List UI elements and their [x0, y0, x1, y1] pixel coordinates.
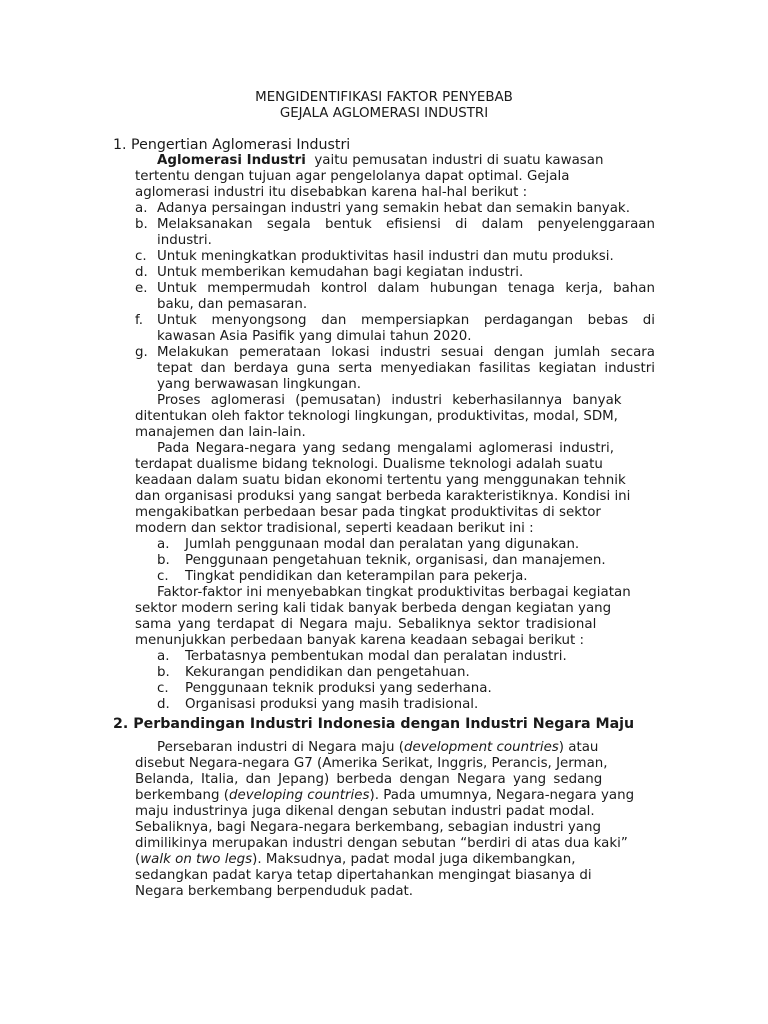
dualism-item-label: b.: [157, 553, 170, 568]
s2-line-5: maju industrinya juga dikenal dengan sebutan industri padat modal.: [135, 804, 595, 819]
section-2-paragraph: [135, 740, 655, 900]
s2-line-8: (walk on two legs). Maksudnya, padat modal juga dikembangkan,: [135, 852, 576, 867]
s2-line-1: Persebaran industri di Negara maju (development countries) atau: [157, 740, 599, 755]
cause-label: g.: [135, 345, 148, 360]
para4-line-1: Faktor-faktor ini menyebabkan tingkat produktivitas berbagai kegiatan: [157, 585, 631, 600]
cause-text: Melaksanakan segala bentuk efisiensi di dalam penyelenggaraan: [157, 217, 655, 232]
para3-line-6: modern dan sektor tradisional, seperti keadaan berikut ini :: [135, 521, 534, 536]
cause-text: Untuk meningkatkan produktivitas hasil industri dan mutu produksi.: [157, 249, 614, 264]
intro-bold-term: Aglomerasi Industri: [157, 153, 306, 168]
intro-line-2: tertentu dengan tujuan agar pengelolanya dapat optimal. Gejala: [135, 169, 570, 184]
s2-line-10: Negara berkembang berpenduduk padat.: [135, 884, 414, 899]
title-line-2: GEJALA AGLOMERASI INDUSTRI: [279, 106, 489, 121]
para2-line-1: Proses aglomerasi (pemusatan) industri keberhasilannya banyak: [157, 393, 622, 408]
traditional-item-label: c.: [157, 681, 169, 696]
cause-text: yang berwawasan lingkungan.: [157, 377, 362, 392]
cause-text: Untuk memberikan kemudahan bagi kegiatan industri.: [157, 265, 524, 280]
traditional-item-text: Penggunaan teknik produksi yang sederhana.: [185, 681, 492, 696]
para4-line-4: menunjukkan perbedaan banyak karena keadaan sebagai berikut :: [135, 633, 585, 648]
section-2-heading: 2. Perbandingan Industri Indonesia dengan Industri Negara Maju: [113, 716, 635, 732]
cause-label: b.: [135, 217, 148, 232]
intro-line-3: aglomerasi industri itu disebabkan karena hal-hal berikut :: [135, 185, 528, 200]
dualism-item-text: Jumlah penggunaan modal dan peralatan yang digunakan.: [185, 537, 580, 552]
paragraph-2: [135, 393, 655, 441]
cause-text: tepat dan berdaya guna serta menyediakan fasilitas kegiatan industri: [157, 361, 655, 376]
traditional-item-label: d.: [157, 697, 170, 712]
para3-line-2: terdapat dualisme bidang teknologi. Dualisme teknologi adalah suatu: [135, 457, 603, 472]
intro-line-1: yaitu pemusatan industri di suatu kawasan: [314, 153, 604, 168]
section-1-intro: [135, 153, 655, 201]
para2-line-3: manajemen dan lain-lain.: [135, 425, 306, 440]
cause-label: f.: [135, 313, 143, 328]
cause-text: Adanya persaingan industri yang semakin hebat dan semakin banyak.: [157, 201, 630, 216]
para2-line-2: ditentukan oleh faktor teknologi lingkungan, produktivitas, modal, SDM,: [135, 409, 618, 424]
cause-label: d.: [135, 265, 148, 280]
cause-text: kawasan Asia Pasifik yang dimulai tahun 2020.: [157, 329, 472, 344]
dualism-item-text: Tingkat pendidikan dan keterampilan para pekerja.: [185, 569, 528, 584]
cause-label: e.: [135, 281, 148, 296]
s2-line-7: dimilikinya merupakan industri dengan sebutan “berdiri di atas dua kaki”: [135, 836, 628, 851]
cause-label: c.: [135, 249, 147, 264]
traditional-item-text: Terbatasnya pembentukan modal dan peralatan industri.: [185, 649, 567, 664]
document-title: [0, 90, 768, 122]
cause-label: a.: [135, 201, 148, 216]
para3-line-4: dan organisasi produksi yang sangat berbeda karakteristiknya. Kondisi ini: [135, 489, 631, 504]
s2-line-6: Sebaliknya, bagi Negara-negara berkembang, sebagian industri yang: [135, 820, 601, 835]
title-line-1: MENGIDENTIFIKASI FAKTOR PENYEBAB: [255, 90, 513, 105]
para4-line-3: sama yang terdapat di Negara maju. Sebaliknya sektor tradisional: [135, 617, 597, 632]
para4-line-2: sektor modern sering kali tidak banyak berbeda dengan kegiatan yang: [135, 601, 612, 616]
cause-text: Untuk menyongsong dan mempersiapkan perdagangan bebas di: [157, 313, 655, 328]
dualism-item-label: a.: [157, 537, 170, 552]
traditional-item-label: b.: [157, 665, 170, 680]
traditional-item-label: a.: [157, 649, 170, 664]
para3-line-5: mengakibatkan perbedaan besar pada tingkat produktivitas di sektor: [135, 505, 601, 520]
s2-line-2: disebut Negara-negara G7 (Amerika Serikat, Inggris, Perancis, Jerman,: [135, 756, 608, 771]
cause-text: Melakukan pemerataan lokasi industri sesuai dengan jumlah secara: [157, 345, 655, 360]
para3-line-3: keadaan dalam suatu bidan ekonomi tertentu yang menggunakan tehnik: [135, 473, 626, 488]
para3-line-1: Pada Negara-negara yang sedang mengalami aglomerasi industri,: [157, 441, 614, 456]
section-1-heading: 1. Pengertian Aglomerasi Industri: [113, 137, 351, 153]
cause-text: baku, dan pemasaran.: [157, 297, 308, 312]
traditional-item-text: Organisasi produksi yang masih tradisional.: [185, 697, 479, 712]
s2-line-3: Belanda, Italia, dan Jepang) berbeda dengan Negara yang sedang: [135, 772, 603, 787]
s2-line-4: berkembang (developing countries). Pada umumnya, Negara-negara yang: [135, 788, 635, 803]
dualism-item-label: c.: [157, 569, 169, 584]
traditional-item-text: Kekurangan pendidikan dan pengetahuan.: [185, 665, 470, 680]
cause-text: Untuk mempermudah kontrol dalam hubungan tenaga kerja, bahan: [157, 281, 655, 296]
dualism-item-text: Penggunaan pengetahuan teknik, organisasi, dan manajemen.: [185, 553, 606, 568]
s2-line-9: sedangkan padat karya tetap dipertahankan mengingat biasanya di: [135, 868, 592, 883]
paragraph-3: [135, 441, 655, 537]
paragraph-4: [135, 585, 655, 649]
cause-text: industri.: [157, 233, 212, 248]
